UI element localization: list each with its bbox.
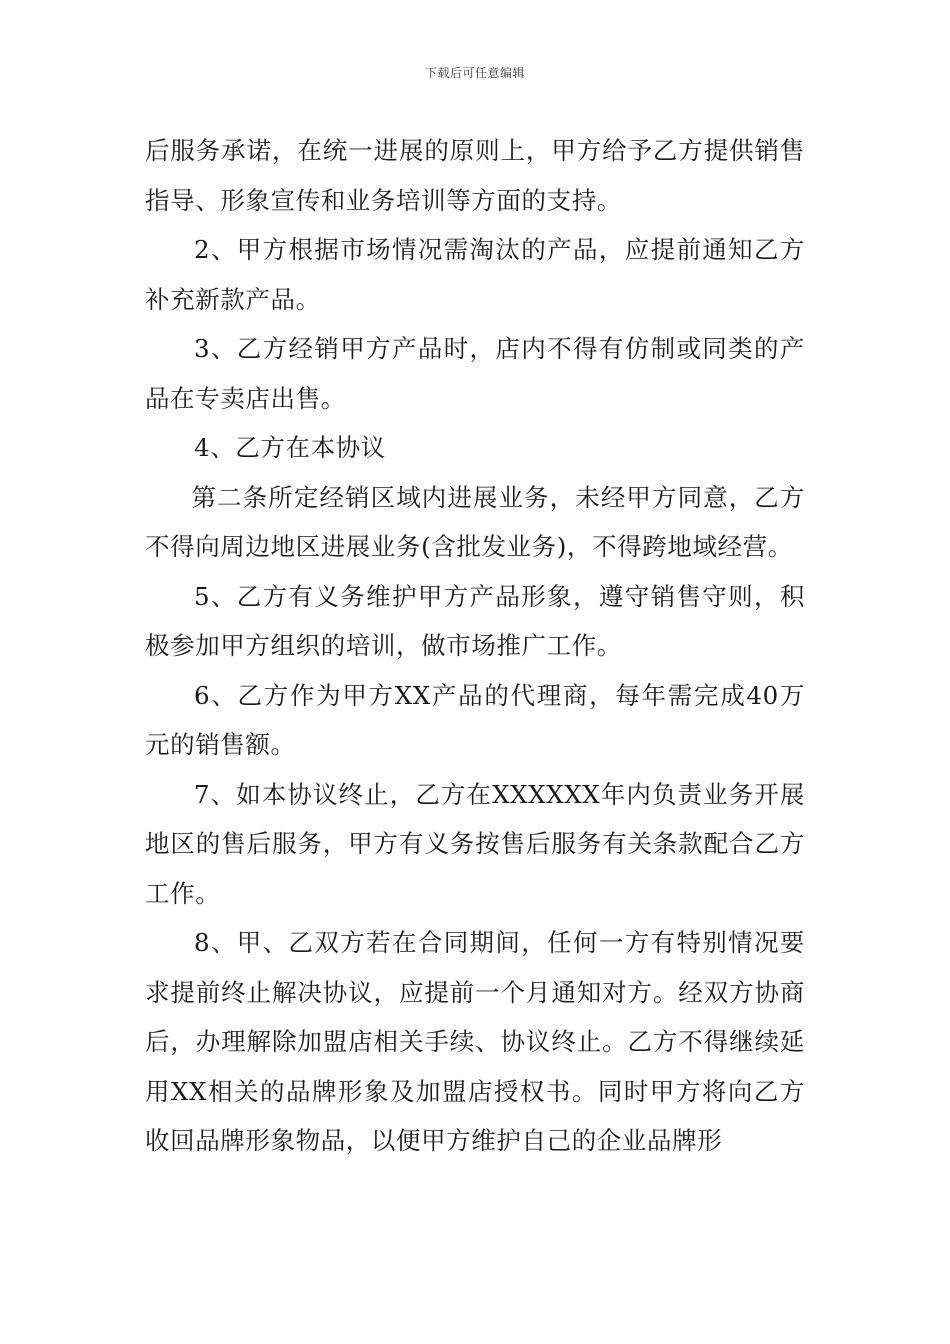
paragraph-item-7: 7、如本协议终止，乙方在XXXXXX年内负责业务开展地区的售后服务，甲方有义务按售后服务有关条款配合乙方工作。 (145, 779, 805, 908)
paragraph-item-8: 8、甲、乙双方若在合同期间，任何一方有特别情况要求提前终止解决协议，应提前一个月通知对方。经双方协商后，办理解除加盟店相关手续、协议终止。乙方不得继续延用XX相关的品牌形象及加盟店授权书。同时甲方将向乙方收回品牌形象物品，以便甲方维护自己的企业品牌形 (145, 928, 805, 1155)
paragraph-item-5: 5、乙方有义务维护甲方产品形象，遵守销售守则，积极参加甲方组织的培训，做市场推广工作。 (145, 581, 805, 660)
paragraph-item-3: 3、乙方经销甲方产品时，店内不得有仿制或同类的产品在专卖店出售。 (145, 334, 805, 413)
paragraph-item-2: 2、甲方根据市场情况需淘汰的产品，应提前通知乙方补充新款产品。 (145, 235, 805, 314)
paragraph-continuation: 后服务承诺，在统一进展的原则上，甲方给予乙方提供销售指导、形象宣传和业务培训等方面的支持。 (145, 136, 805, 215)
page-header-note: 下载后可任意编辑 (424, 66, 525, 80)
paragraph-item-4: 4、乙方在本协议 (194, 433, 386, 462)
document-body (145, 126, 805, 1166)
paragraph-item-6: 6、乙方作为甲方XX产品的代理商，每年需完成40万元的销售额。 (145, 680, 805, 759)
paragraph-clause-2: 第二条所定经销区域内进展业务，未经甲方同意，乙方不得向周边地区进展业务(含批发业务)，不得跨地域经营。 (145, 482, 805, 561)
